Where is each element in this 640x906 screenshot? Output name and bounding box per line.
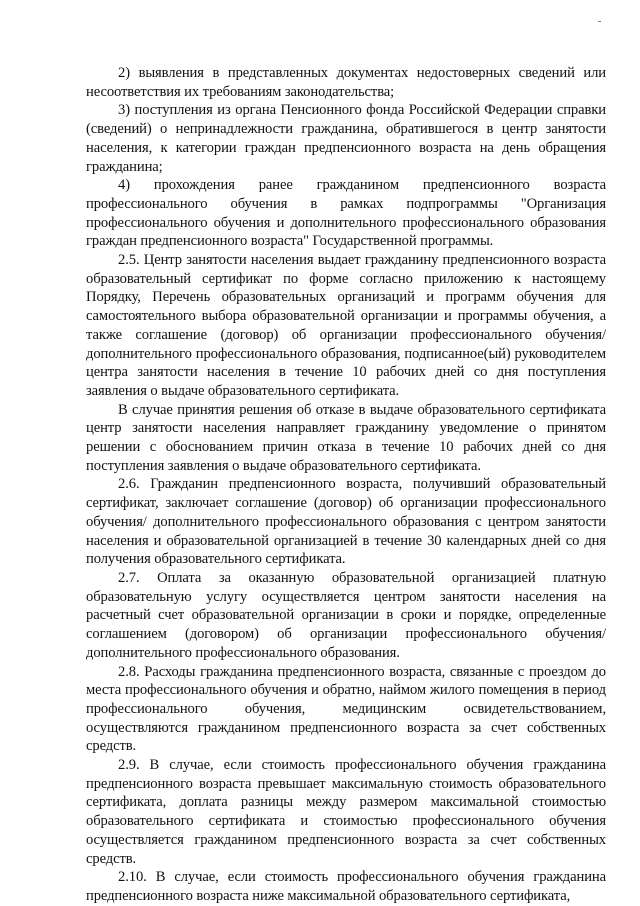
paragraph-2-7: 2.7. Оплата за оказанную образовательной организацией платную образовательную услугу осуществляется центром занятости населения на расчетный счет образовательной организации в сроки и порядке, определенные соглашением (договором) об организации профессионального обучения/ дополнительного профессионального образования. bbox=[86, 569, 606, 661]
corner-mark: - bbox=[598, 16, 602, 27]
paragraph-2-5: 2.5. Центр занятости населения выдает гражданину предпенсионного возраста образовательный сертификат по форме согласно приложению к настоящему Порядку, Перечень образовательных организаций и программ обучения для самостоятельного выбора образовательной организации и программы обучения, а также соглашение (договор) об организации профессионального обучения/дополнительного профессионального образования, подписанное(ый) руководителем центра занятости населения в течение 10 рабочих дней со дня поступления заявления о выдаче образовательного сертификата. bbox=[86, 252, 606, 399]
paragraph-2-9: 2.9. В случае, если стоимость профессионального обучения гражданина предпенсионного возраста превышает максимальную стоимость образовательного сертификата, доплата разницы между размером максимальной стоимостью образовательного сертификата и стоимостью профессионального обучения осуществляется гражданином предпенсионного возраста за счет собственных средств. bbox=[86, 757, 606, 867]
paragraph-item-2: 2) выявления в представленных документах недостоверных сведений или несоответствия их требованиям законодательства; bbox=[86, 65, 606, 100]
paragraph-refusal: В случае принятия решения об отказе в выдаче образовательного сертификата центр занятости населения направляет гражданину уведомление о принятом решении с обоснованием причин отказа в течение 10 рабочих дней со дня поступления заявления о выдаче образовательного сертификата. bbox=[86, 401, 606, 474]
document-body bbox=[86, 64, 606, 906]
paragraph-item-4: 4) прохождения ранее гражданином предпенсионного возраста профессионального обучения в рамках подпрограммы "Организация профессионального обучения и дополнительного профессионального образования граждан предпенсионного возраста" Государственной программы. bbox=[86, 177, 606, 250]
paragraph-2-10: 2.10. В случае, если стоимость профессионального обучения гражданина предпенсионного возраста ниже максимальной образовательного сертификата, bbox=[86, 869, 606, 904]
paragraph-2-6: 2.6. Гражданин предпенсионного возраста, получивший образовательный сертификат, заключает соглашение (договор) об организации профессионального обучения/ дополнительного профессионального образования с центром занятости населения и образовательной организацией в течение 30 календарных дней со дня получения образовательного сертификата. bbox=[86, 476, 606, 568]
paragraph-item-3: 3) поступления из органа Пенсионного фонда Российской Федерации справки (сведений) о непринадлежности гражданина, обратившегося в центр занятости населения, к категории граждан предпенсионного возраста на день обращения гражданина; bbox=[86, 102, 606, 175]
paragraph-2-8: 2.8. Расходы гражданина предпенсионного возраста, связанные с проездом до места профессионального обучения и обратно, наймом жилого помещения в период профессионального обучения, медицинским освидетельствованием, осуществляются гражданином предпенсионного возраста за счет собственных средств. bbox=[86, 663, 606, 755]
